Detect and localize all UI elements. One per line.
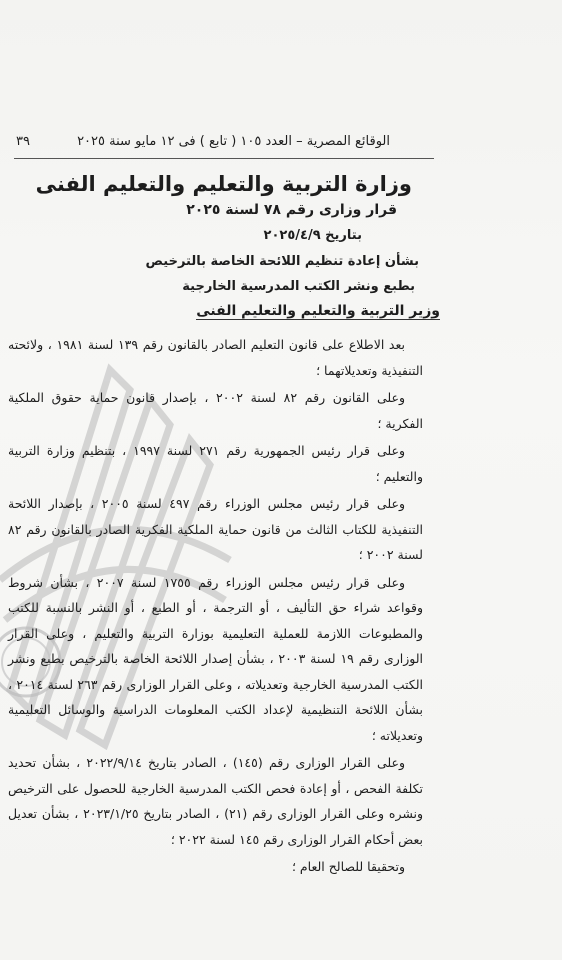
preamble-paragraph: بعد الاطلاع على قانون التعليم الصادر بالقانون رقم ١٣٩ لسنة ١٩٨١ ، ولائحته التنفيذية وتعديلاتهما ؛ [8, 337, 423, 378]
preamble-paragraph: وتحقيقا للصالح العام ؛ [291, 859, 405, 874]
preamble-paragraph: وعلى قرار رئيس مجلس الوزراء رقم ١٧٥٥ لسنة ٢٠٠٧ ، بشأن شروط وقواعد شراء حق التأليف ، أو الترجمة ، أو الطبع ، أو النشر بالنسبة للكتب والمطبوعات اللازمة للعملية التعليمية بوزارة التربية والتعليم ، وعلى القرار الوزارى رقم ١٩ لسنة ٢٠٠٣ ، بشأن إصدار اللائحة الخاصة بالترخيص بطبع ونشر الكتب المدرسية الخارجية وتعديلاته ، وعلى القرار الوزارى رقم ٢٦٣ لسنة ٢٠١٤ ، بشأن اللائحة التنظيمية لإعداد الكتب المعلومات الدراسية والوسائل التعليمية وتعديلاته ؛ [8, 574, 423, 743]
ministry-title: وزارة التربية والتعليم والتعليم الفنى [35, 172, 412, 196]
preamble-paragraph: وعلى قرار رئيس مجلس الوزراء رقم ٤٩٧ لسنة ٢٠٠٥ ، بإصدار اللائحة التنفيذية للكتاب الثالث من قانون حماية الملكية الفكرية الصادر بالقانون رقم ٨٢ لسنة ٢٠٠٢ ؛ [8, 496, 423, 562]
decree-number: قرار وزارى رقم ٧٨ لسنة ٢٠٢٥ [186, 202, 397, 218]
header-divider [14, 158, 434, 159]
decree-subject-line1: بشأن إعادة تنظيم اللائحة الخاصة بالترخيص [145, 254, 419, 269]
running-header [0, 132, 562, 154]
preamble-paragraph: وعلى قرار رئيس الجمهورية رقم ٢٧١ لسنة ١٩٩٧ ، بتنظيم وزارة التربية والتعليم ؛ [8, 443, 423, 484]
decree-subject-line2: بطبع ونشر الكتب المدرسية الخارجية [182, 279, 415, 294]
decree-date: بتاريخ ٢٠٢٥/٤/٩ [263, 228, 362, 243]
preamble-paragraph: وعلى القانون رقم ٨٢ لسنة ٢٠٠٢ ، بإصدار قانون حماية حقوق الملكية الفكرية ؛ [8, 390, 423, 431]
page-number: ٣٩ [16, 134, 30, 149]
minister-heading: وزير التربية والتعليم والتعليم الفنى [196, 303, 440, 319]
decree-body [8, 332, 423, 880]
running-title: الوقائع المصرية – العدد ١٠٥ ( تابع ) فى ١٢ مايو سنة ٢٠٢٥ [77, 134, 390, 149]
preamble-paragraph: وعلى القرار الوزارى رقم (١٤٥) ، الصادر بتاريخ ٢٠٢٢/٩/١٤ ، بشأن تحديد تكلفة الفحص ، أو إعادة فحص الكتب المدرسية الخارجية للحصول على الترخيص ونشره وعلى القرار الوزارى رقم (٢١) ، الصادر بتاريخ ٢٠٢٣/١/٢٥ ، بشأن تعديل بعض أحكام القرار الوزارى رقم ١٤٥ لسنة ٢٠٢٢ ؛ [8, 755, 424, 847]
